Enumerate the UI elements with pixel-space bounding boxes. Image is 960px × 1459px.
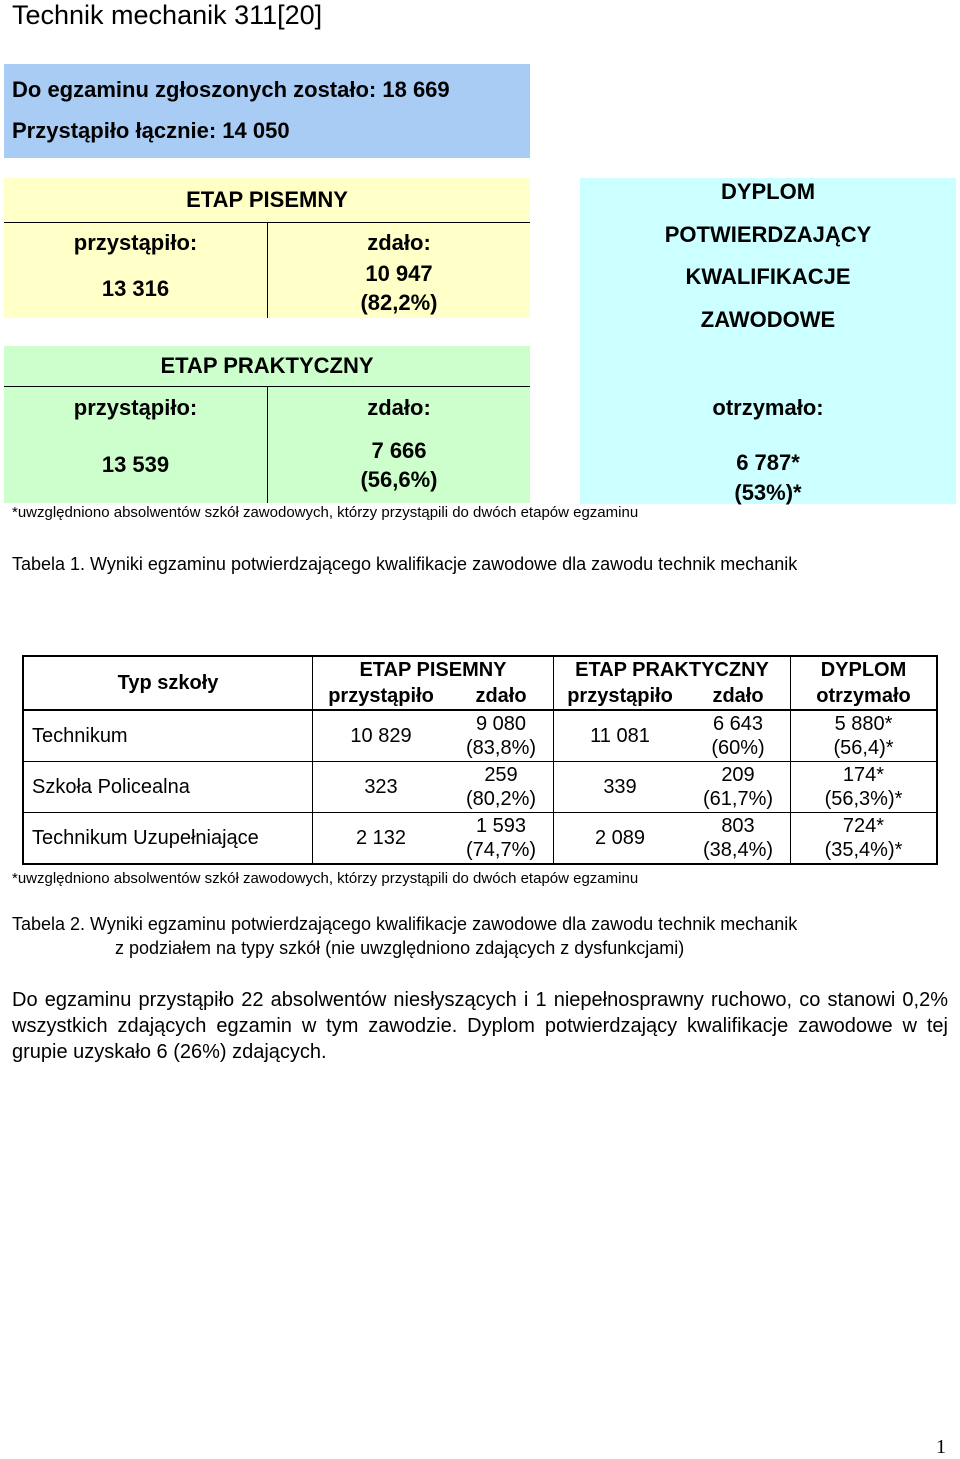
header-passed-practical: zdało [712, 685, 764, 707]
row-practical-passed: 803 (38,4%) [702, 815, 774, 861]
row-diploma: 724* (35,4%)* [791, 813, 938, 865]
row-diploma: 174* (56,3%)* [791, 762, 938, 813]
caption-table-2-line1: Tabela 2. Wyniki egzaminu potwierdzającego kwalifikacje zawodowe dla zawodu technik mechanik [12, 914, 798, 934]
header-diploma: DYPLOM [791, 656, 938, 683]
table-row [23, 710, 937, 762]
caption-table-1: Tabela 1. Wyniki egzaminu potwierdzającego kwalifikacje zawodowe dla zawodu technik mechanik [12, 554, 798, 574]
practical-took-label: przystąpiło: [73, 395, 198, 420]
row-practical-took: 339 [554, 762, 687, 813]
footnote-1: *uwzględniono absolwentów szkół zawodowych, którzy przystąpili do dwóch etapów egzaminu [12, 504, 639, 521]
row-written-passed: 9 080 (83,8%) [465, 713, 537, 759]
diploma-line2: POTWIERDZAJĄCY [664, 222, 872, 247]
row-written-passed: 259 (80,2%) [465, 764, 537, 810]
written-passed-pct: (82,2%) [360, 290, 438, 315]
written-took-value: 13 316 [101, 276, 170, 301]
row-diploma: 5 880* (56,4)* [791, 710, 938, 762]
table-row [23, 813, 937, 865]
practical-passed-pct: (56,6%) [360, 467, 438, 492]
written-passed-label: zdało: [367, 230, 431, 255]
registered-count: Do egzaminu zgłoszonych zostało: 18 669 [12, 77, 450, 102]
practical-passed-label: zdało: [367, 395, 431, 420]
row-written-took: 323 [313, 762, 450, 813]
written-stage-heading: ETAP PISEMNY [186, 187, 348, 212]
row-practical-passed: 6 643 (60%) [711, 713, 765, 759]
header-took-practical: przystąpiło [554, 683, 687, 710]
took-total: Przystąpiło łącznie: 14 050 [12, 118, 290, 143]
diploma-received-value: 6 787* [736, 450, 800, 475]
table-row [23, 762, 937, 813]
practical-took-value: 13 539 [101, 452, 170, 477]
page-number: 1 [936, 1436, 946, 1458]
header-took: przystąpiło [313, 683, 450, 710]
diploma-received-label: otrzymało: [712, 395, 824, 420]
row-practical-took: 2 089 [554, 813, 687, 865]
page-title: Technik mechanik 311[20] [12, 0, 323, 30]
row-practical-passed: 209 (61,7%) [702, 764, 774, 810]
header-passed: zdało [475, 685, 527, 707]
diploma-line4: ZAWODOWE [700, 307, 836, 332]
row-school-name: Technikum Uzupełniające [23, 813, 313, 865]
results-table [22, 655, 938, 865]
row-written-passed: 1 593 (74,7%) [465, 815, 537, 861]
caption-table-2 [12, 913, 948, 935]
written-passed-value: 10 947 [365, 261, 433, 286]
written-took-label: przystąpiło: [73, 230, 198, 255]
row-school-name: Technikum [23, 710, 313, 762]
row-school-name: Szkoła Policealna [23, 762, 313, 813]
caption-table-2-line2: z podziałem na typy szkół (nie uwzględniono zdających z dysfunkcjami) [115, 938, 685, 958]
diploma-line1: DYPLOM [720, 179, 816, 204]
row-practical-took: 11 081 [554, 710, 687, 762]
row-written-took: 2 132 [313, 813, 450, 865]
summary-paragraph: Do egzaminu przystąpiło 22 absolwentów niesłyszących i 1 niepełnosprawny ruchowo, co stanowi 0,2% wszystkich zdających egzamin w tym zawodzie. Dyplom potwierdzający kwalifikacje zawodowe w tej grupie uzyskało 6 (26%) zdających. [12, 989, 948, 1063]
practical-passed-value: 7 666 [371, 438, 427, 463]
header-school-type: Typ szkoły [23, 656, 313, 710]
header-practical: ETAP PRAKTYCZNY [554, 656, 791, 683]
diploma-received-pct: (53%)* [734, 480, 802, 505]
practical-stage-heading: ETAP PRAKTYCZNY [160, 353, 374, 378]
header-written: ETAP PISEMNY [313, 656, 554, 683]
row-written-took: 10 829 [313, 710, 450, 762]
diploma-line3: KWALIFIKACJE [685, 264, 851, 289]
table-header-row [23, 656, 937, 683]
footnote-2: *uwzględniono absolwentów szkół zawodowych, którzy przystąpili do dwóch etapów egzaminu [12, 870, 639, 887]
header-received: otrzymało [791, 683, 938, 710]
